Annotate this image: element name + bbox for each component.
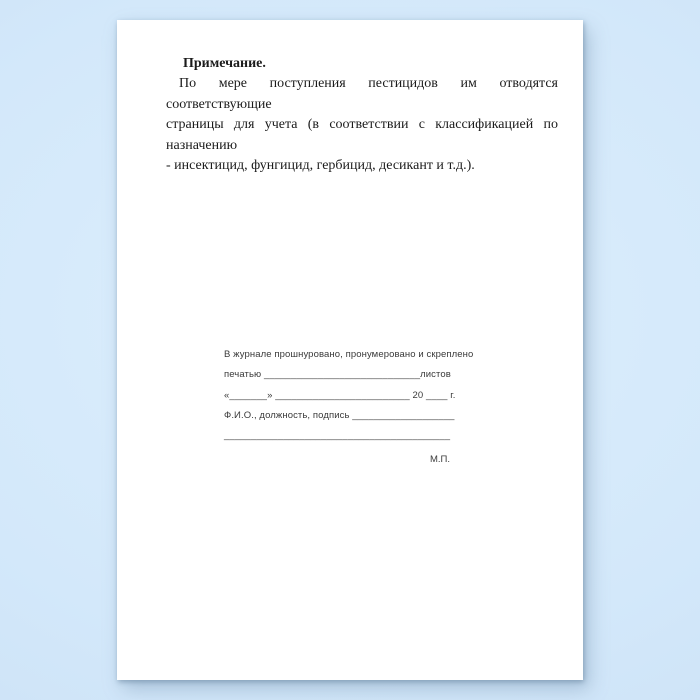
binding-statement-line: В журнале прошнуровано, пронумеровано и скреплено [224, 349, 474, 360]
note-heading: Примечание. [183, 56, 266, 71]
binding-record-block [224, 345, 474, 471]
date-blank-line: «_______» _________________________ 20 ____ г. [224, 389, 456, 401]
name-position-signature-line: Ф.И.О., должность, подпись ___________________ [224, 409, 455, 421]
note-paragraph-line-1: По мере поступления пестицидов им отводятся соответствующие [166, 76, 558, 112]
note-paragraph-line-3: - инсектицид, фунгицид, гербицид, десикант и т.д.). [166, 158, 475, 174]
sheets-count-blank-line: печатью _____________________________листов [224, 369, 451, 381]
signature-blank-line: __________________________________________ [224, 430, 451, 442]
note-paragraph-line-2: страницы для учета (в соответствии с классификацией по назначению [166, 117, 558, 153]
stamp-place-mark: М.П. [429, 454, 450, 466]
note-section [166, 54, 558, 176]
document-page [117, 20, 583, 680]
